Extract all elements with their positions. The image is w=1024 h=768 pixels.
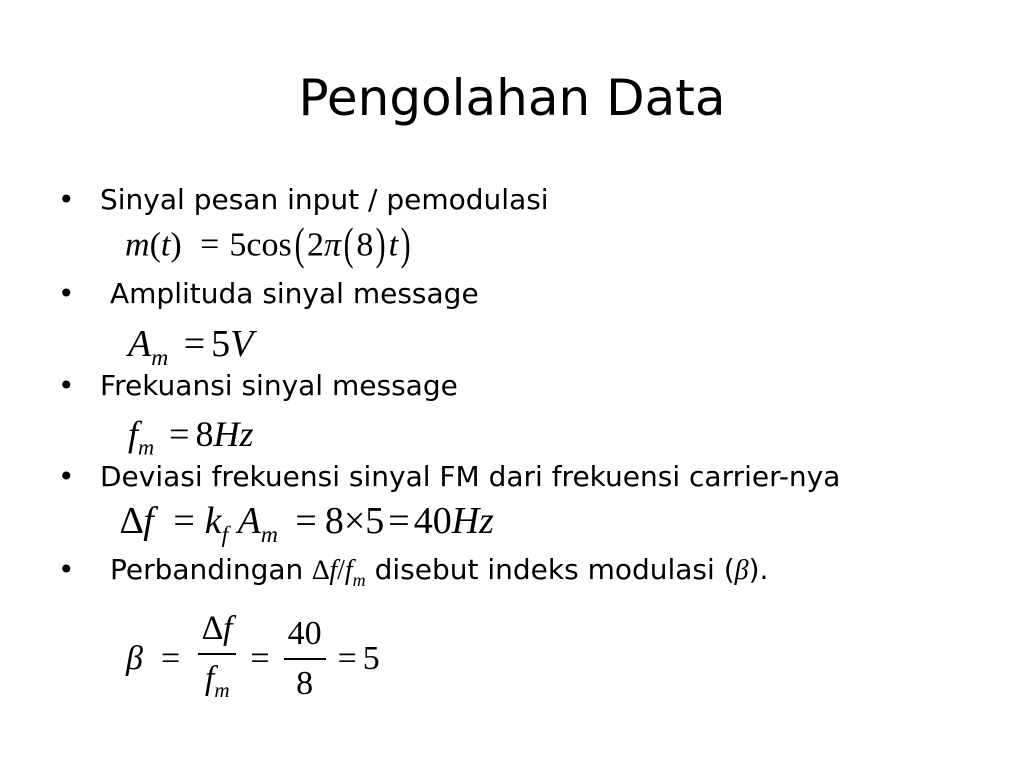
fraction-denominator: 8: [296, 665, 314, 702]
bullet-marker: •: [58, 460, 75, 493]
symbol-delta: ∆: [120, 500, 144, 542]
equals-sign: =: [183, 323, 206, 365]
amplitude-value: 5: [229, 226, 247, 264]
slide-title: Pengolahan Data: [298, 69, 726, 127]
equals-sign: =: [250, 640, 270, 677]
beta-result: 5: [362, 640, 380, 677]
equals-sign: =: [388, 500, 410, 542]
symbol-pi: π: [323, 226, 342, 264]
symbol-k: k: [204, 500, 222, 542]
bullet-text-after: disebut indeks modulasi (: [365, 553, 735, 586]
times-sign: ×: [343, 500, 366, 542]
equals-sign: =: [200, 226, 220, 264]
inline-beta: β: [734, 555, 749, 586]
symbol-t: t: [388, 226, 399, 264]
unit-volt: V: [230, 323, 254, 365]
unit-hertz: Hz: [213, 414, 254, 454]
bullet-item-deviation: [58, 459, 840, 495]
inline-slash: /: [337, 555, 345, 586]
symbol-A: A: [237, 500, 261, 542]
fraction-40-over-8: [284, 610, 326, 708]
fraction-numerator: [198, 605, 236, 653]
inline-fm-subscript: m: [352, 569, 366, 590]
frequency-value: 8: [356, 226, 374, 264]
fraction-denominator: [201, 655, 234, 714]
inline-fm: f: [344, 555, 353, 586]
unit-hertz: Hz: [451, 500, 494, 542]
paren-open: (: [343, 218, 354, 269]
bullet-text-end: ).: [748, 553, 769, 586]
bullet-marker: •: [58, 277, 75, 310]
number-two: 2: [306, 226, 324, 264]
equals-sign: =: [173, 500, 195, 542]
subscript-m: m: [260, 521, 278, 548]
number-five: 5: [365, 500, 385, 542]
frequency-value: 8: [195, 414, 214, 454]
subscript-m: m: [138, 434, 155, 460]
symbol-beta: β: [126, 640, 143, 677]
symbol-m: m: [125, 226, 150, 264]
bullet-marker: •: [58, 183, 75, 216]
deviation-result: 40: [413, 500, 452, 542]
paren-close: ): [400, 218, 411, 269]
inline-f: f: [329, 555, 338, 586]
paren-close: ): [170, 226, 182, 264]
equals-sign: =: [295, 500, 317, 542]
equals-sign: =: [337, 640, 357, 677]
bullet-item-ratio: [58, 552, 768, 598]
inline-delta: ∆: [312, 555, 330, 586]
bullet-item-amplitude: [58, 276, 479, 312]
symbol-A: A: [128, 323, 152, 365]
bullet-marker: •: [58, 369, 75, 402]
equation-deviation: [120, 496, 494, 560]
fraction-numerator: 40: [287, 615, 322, 652]
bullet-text: Deviasi frekuensi sinyal FM dari frekuensi carrier-nya: [100, 460, 841, 493]
equals-sign: =: [160, 640, 181, 677]
equals-sign: =: [169, 414, 190, 454]
bullet-item-frequency: [58, 368, 458, 404]
amplitude-value: 5: [211, 323, 231, 365]
cos-function: cos: [246, 226, 292, 264]
subscript-m: m: [151, 344, 169, 371]
equation-message-signal: [125, 220, 413, 269]
symbol-f: f: [222, 609, 233, 647]
bullet-text: Sinyal pesan input / pemodulasi: [100, 183, 549, 216]
subscript-m: m: [214, 677, 230, 702]
bullet-item-message-signal: [58, 182, 549, 218]
paren-open: (: [294, 218, 305, 269]
bullet-text: Amplituda sinyal message: [110, 277, 479, 310]
symbol-t: t: [160, 226, 171, 264]
bullet-text-before: Perbandingan: [110, 553, 313, 586]
fraction-delta-f-over-fm: [198, 605, 236, 714]
equation-modulation-index: [126, 604, 380, 714]
bullet-text: Frekuansi sinyal message: [100, 369, 458, 402]
symbol-f: f: [204, 659, 215, 697]
symbol-f: f: [143, 500, 154, 542]
number-eight: 8: [324, 500, 344, 542]
subscript-f: f: [221, 521, 229, 548]
paren-open: (: [149, 226, 161, 264]
symbol-f: f: [128, 414, 139, 454]
symbol-delta: ∆: [202, 609, 223, 647]
bullet-marker: •: [58, 553, 75, 586]
paren-close: ): [376, 218, 386, 269]
